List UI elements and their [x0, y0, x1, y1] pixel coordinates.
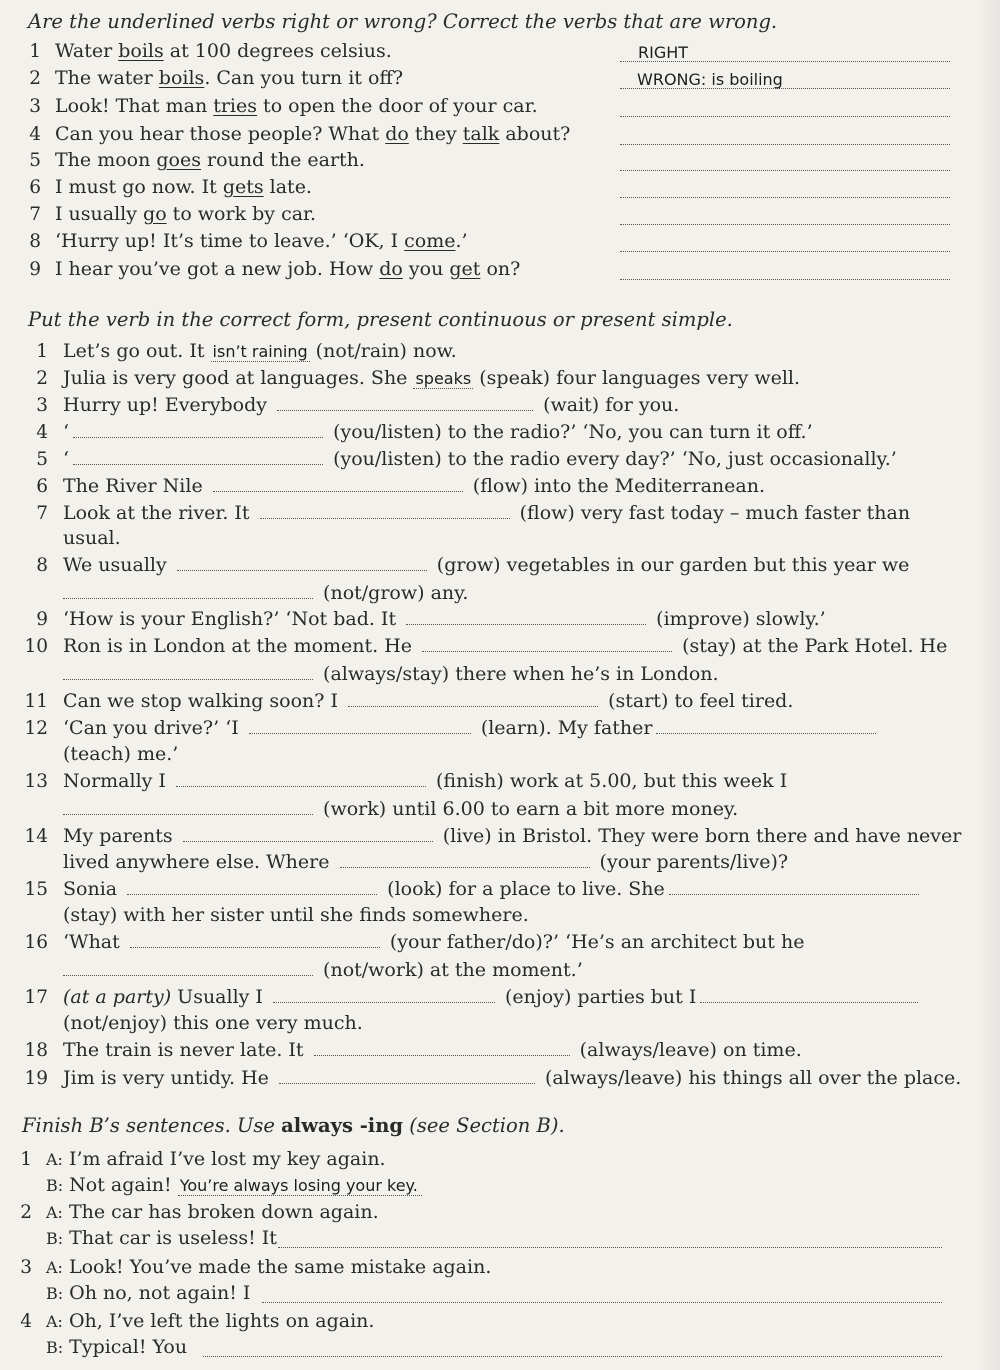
item-number: 9 [36, 609, 48, 630]
answer-line[interactable] [203, 1355, 942, 1357]
exercise2-item-6: The River Nile (flow) into the Mediterranean. [63, 475, 766, 497]
speaker-b-label: B: [46, 1176, 64, 1195]
answer-line[interactable] [620, 223, 950, 225]
speaker-a-label: A: [46, 1258, 63, 1277]
item-number: 4 [20, 1311, 32, 1332]
answer-handwritten[interactable]: speaks [415, 369, 472, 388]
exercise2-item-9: ‘How is your English?’ ‘Not bad. It (improve) slowly.’ [63, 608, 826, 630]
answer-blank[interactable] [63, 678, 313, 680]
speaker-a-text: I’m afraid I’ve lost my key again. [68, 1148, 386, 1170]
exercise2-item-13: Normally I (finish) work at 5.00, but this week I [63, 770, 788, 792]
item-number: 3 [29, 96, 41, 117]
answer-handwritten: WRONG: is boiling [637, 70, 783, 89]
item-number: 12 [24, 718, 48, 739]
item-number: 7 [36, 503, 48, 524]
underlined-verb: goes [156, 149, 201, 171]
speaker-b-label: B: [46, 1338, 64, 1357]
answer-handwritten[interactable]: You’re always losing your key. [178, 1176, 422, 1196]
exercise2-item-19: Jim is very untidy. He (always/leave) his things all over the place. [63, 1067, 962, 1089]
exercise1-item-8: ‘Hurry up! It’s time to leave.’ ‘OK, I come.’ [55, 230, 468, 252]
answer-blank[interactable] [656, 732, 876, 734]
item-number: 8 [29, 231, 41, 252]
answer-blank[interactable] [177, 569, 427, 571]
answer-line[interactable] [278, 1246, 942, 1248]
exercise2-item-18: The train is never late. It (always/leave) on time. [63, 1039, 802, 1061]
exercise2-item-10-cont: (always/stay) there when he’s in London. [63, 663, 719, 685]
answer-blank[interactable] [669, 893, 919, 895]
answer-line[interactable] [262, 1301, 942, 1303]
answer-blank[interactable] [130, 946, 380, 948]
answer-line[interactable] [620, 115, 950, 117]
underlined-verb: come [404, 230, 456, 252]
answer-line[interactable] [620, 278, 950, 280]
answer-blank[interactable] [183, 840, 433, 842]
exercise2-item-15-cont: (stay) with her sister until she finds somewhere. [63, 904, 529, 926]
exercise2-item-1: Let’s go out. It isn’t raining (not/rain) now. [63, 340, 457, 362]
item-number: 5 [29, 150, 41, 171]
exercise2-item-7: Look at the river. It (flow) very fast today – much faster than [63, 502, 911, 524]
underlined-verb: go [143, 203, 167, 225]
exercise2-item-14: My parents (live) in Bristol. They were born there and have never [63, 825, 962, 847]
item-number: 1 [36, 341, 48, 362]
exercise1-item-5: The moon goes round the earth. [55, 149, 365, 171]
answer-blank[interactable] [127, 893, 377, 895]
exercise2-item-16: ‘What (your father/do)?’ ‘He’s an architect but he [63, 931, 805, 953]
exercise1-item-3: Look! That man tries to open the door of your car. [55, 95, 538, 117]
item-number: 4 [29, 124, 41, 145]
answer-blank[interactable] [406, 623, 646, 625]
item-number: 4 [36, 422, 48, 443]
speaker-b-line [46, 1227, 277, 1249]
exercise2-item-14-cont: lived anywhere else. Where (your parents/live)? [63, 851, 789, 873]
underlined-verb: tries [213, 95, 258, 117]
speaker-a-line [46, 1148, 386, 1170]
underlined-verb: do [379, 258, 403, 280]
item-number: 8 [36, 555, 48, 576]
underlined-verb: boils [118, 40, 164, 62]
exercise2-item-12-cont: (teach) me.’ [63, 743, 179, 765]
speaker-b-text: That car is useless! It [69, 1227, 277, 1249]
exercise2-item-4: ‘ (you/listen) to the radio?’ ‘No, you can turn it off.’ [63, 421, 813, 443]
item-number: 3 [20, 1257, 32, 1278]
underlined-verb: gets [222, 176, 264, 198]
item-number: 6 [29, 177, 41, 198]
item-number: 1 [20, 1149, 32, 1170]
exercise1-item-4: Can you hear those people? What do they talk about? [55, 123, 571, 145]
answer-blank[interactable] [700, 1001, 918, 1003]
exercise2-item-8: We usually (grow) vegetables in our garden but this year we [63, 554, 910, 576]
exercise2-item-11: Can we stop walking soon? I (start) to feel tired. [63, 690, 794, 712]
speaker-b-label: B: [46, 1284, 64, 1303]
answer-blank[interactable] [273, 1001, 495, 1003]
underlined-verb: do [385, 123, 409, 145]
item-number: 11 [24, 691, 48, 712]
answer-blank[interactable] [249, 732, 471, 734]
exercise1-item-7: I usually go to work by car. [55, 203, 317, 225]
speaker-b-line [46, 1174, 422, 1196]
item-number: 2 [20, 1202, 32, 1223]
answer-blank[interactable] [314, 1054, 570, 1056]
exercise2-item-2: Julia is very good at languages. She speaks (speak) four languages very well. [63, 367, 801, 389]
item-number: 9 [29, 259, 41, 280]
exercise2-item-8-cont: (not/grow) any. [63, 582, 468, 604]
exercise1-item-1: Water boils at 100 degrees celsius. [55, 40, 392, 62]
item-number: 17 [24, 987, 48, 1008]
item-number: 14 [24, 826, 48, 847]
speaker-a-text: The car has broken down again. [68, 1201, 379, 1223]
speaker-a-text: Look! You’ve made the same mistake again. [68, 1256, 492, 1278]
exercise2-item-10: Ron is in London at the moment. He (stay) at the Park Hotel. He [63, 635, 948, 657]
answer-blank[interactable] [176, 785, 426, 787]
item-number: 19 [24, 1068, 48, 1089]
exercise1-item-2: The water boils. Can you turn it off? [55, 67, 404, 89]
speaker-b-text: Typical! You [69, 1336, 188, 1358]
speaker-a-line [46, 1201, 379, 1223]
speaker-b-label: B: [46, 1229, 64, 1248]
answer-blank[interactable] [73, 436, 323, 438]
item-number: 3 [36, 395, 48, 416]
answer-blank[interactable] [63, 813, 313, 815]
speaker-b-text: Oh no, not again! I [69, 1282, 251, 1304]
item-number: 5 [36, 449, 48, 470]
answer-blank[interactable] [340, 866, 590, 868]
answer-handwritten: RIGHT [638, 43, 689, 62]
answer-blank[interactable] [73, 463, 323, 465]
answer-handwritten[interactable]: isn’t raining [212, 342, 308, 361]
exercise1-item-9: I hear you’ve got a new job. How do you get on? [55, 258, 521, 280]
speaker-a-label: A: [46, 1203, 63, 1222]
answer-line[interactable] [620, 196, 950, 198]
item-number: 7 [29, 204, 41, 225]
speaker-a-line [46, 1310, 374, 1332]
answer-blank[interactable] [422, 650, 672, 652]
item-number: 15 [24, 879, 48, 900]
exercise2-item-15: Sonia (look) for a place to live. She [63, 878, 923, 900]
exercise2-item-5: ‘ (you/listen) to the radio every day?’ ‘No, just occasionally.’ [63, 448, 897, 470]
answer-blank[interactable] [260, 517, 510, 519]
exercise2-item-17: (at a party) Usually I (enjoy) parties but I [63, 986, 922, 1008]
answer-blank[interactable] [63, 974, 313, 976]
page-edge-shadow [978, 0, 1000, 1370]
answer-blank[interactable] [213, 490, 463, 492]
underlined-verb: talk [462, 123, 500, 145]
answer-line[interactable] [620, 250, 950, 252]
item-number: 1 [29, 41, 41, 62]
speaker-a-text: Oh, I’ve left the lights on again. [68, 1310, 375, 1332]
item-number: 13 [24, 771, 48, 792]
item-number: 10 [24, 636, 48, 657]
exercise2-item-16-cont: (not/work) at the moment.’ [63, 959, 583, 981]
speaker-a-label: A: [46, 1150, 63, 1169]
speaker-a-label: A: [46, 1312, 63, 1331]
exercise1-instruction: Are the underlined verbs right or wrong? Correct the verbs that are wrong. [28, 10, 778, 33]
answer-blank[interactable] [348, 705, 598, 707]
exercise1-item-6: I must go now. It gets late. [55, 176, 312, 198]
exercise2-item-13-cont: (work) until 6.00 to earn a bit more money. [63, 798, 738, 820]
speaker-b-line [46, 1282, 250, 1304]
exercise2-item-3: Hurry up! Everybody (wait) for you. [63, 394, 680, 416]
exercise2-instruction: Put the verb in the correct form, present continuous or present simple. [28, 308, 733, 331]
item-number: 2 [29, 68, 41, 89]
answer-blank[interactable] [63, 597, 313, 599]
answer-blank[interactable] [279, 1082, 535, 1084]
speaker-b-text: Not again! [69, 1174, 178, 1196]
exercise3-instruction: Finish B’s sentences. Use always -ing (see Section B). [22, 1114, 565, 1137]
item-number: 16 [24, 932, 48, 953]
answer-line[interactable] [620, 169, 950, 171]
answer-line[interactable] [620, 143, 950, 145]
item-number: 6 [36, 476, 48, 497]
underlined-verb: boils [158, 67, 205, 89]
item-number: 18 [24, 1040, 48, 1061]
item-number: 2 [36, 368, 48, 389]
exercise2-item-7-cont: usual. [63, 527, 121, 549]
speaker-b-line [46, 1336, 187, 1358]
exercise2-item-12: ‘Can you drive?’ ‘I (learn). My father [63, 717, 880, 739]
underlined-verb: get [449, 258, 481, 280]
answer-blank[interactable] [277, 409, 533, 411]
exercise2-item-17-cont: (not/enjoy) this one very much. [63, 1012, 363, 1034]
speaker-a-line [46, 1256, 491, 1278]
